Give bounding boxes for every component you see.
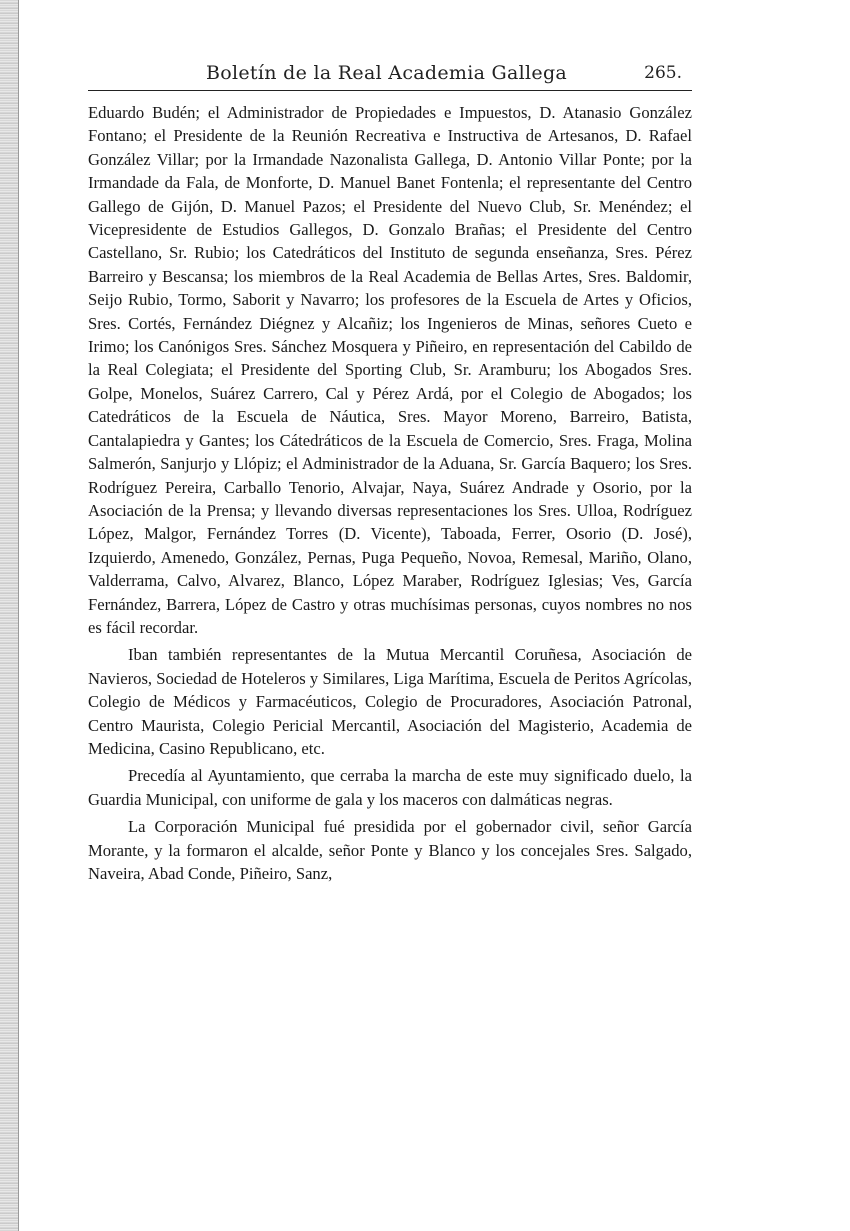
running-header [88,50,692,91]
paragraph-1: Eduardo Budén; el Administrador de Propiedades e Impuestos, D. Atanasio González Fontano; el Presidente de la Reunión Recreativa e Instructiva de Artesanos, D. Rafael González Villar; por la Irmandade Nazonalista Gallega, D. Antonio Villar Ponte; por la Irmandade da Fala, de Monforte, D. Manuel Banet Fontenla; el representante del Centro Gallego de Gijón, D. Manuel Pazos; el Presidente del Nuevo Club, Sr. Menéndez; el Vicepresidente de Estudios Gallegos, D. Gonzalo Brañas; el Presidente del Centro Castellano, Sr. Rubio; los Catedráticos del Instituto de segunda enseñanza, Sres. Pérez Barreiro y Bescansa; los miembros de la Real Academia de Bellas Artes, Sres. Baldomir, Seijo Rubio, Tormo, Saborit y Navarro; los profesores de la Escuela de Artes y Oficios, Sres. Cortés, Fernández Diégnez y Alcañiz; los Ingenieros de Minas, señores Cueto e Irimo; los Canónigos Sres. Sánchez Mosquera y Piñeiro, en representación del Cabildo de la Real Colegiata; el Presidente del Sporting Club, Sr. Aramburu; los Abogados Sres. Golpe, Monelos, Suárez Carrero, Cal y Pérez Ardá, por el Colegio de Abogados; los Catedráticos de la Escuela de Náutica, Sres. Mayor Moreno, Barreiro, Batista, Cantalapiedra y Gantes; los Cátedráticos de la Escuela de Comercio, Sres. Fraga, Molina Salmerón, Sanjurjo y Llópiz; el Administrador de la Aduana, Sr. García Baquero; los Sres. Rodríguez Pereira, Carballo Tenorio, Alvajar, Naya, Suárez Andrade y Osorio, por la Asociación de la Prensa; y llevando diversas representaciones los Sres. Ulloa, Rodríguez López, Malgor, Fernández Torres (D. Vicente), Taboada, Ferrer, Osorio (D. José), Izquierdo, Amenedo, González, Pernas, Puga Pequeño, Novoa, Remesal, Mariño, Olano, Valderrama, Calvo, Alvarez, Blanco, López Maraber, Rodríguez Iglesias; Ves, García Fernández, Barrera, López de Castro y otras muchísimas personas, cuyos nombres no nos es fácil recordar. [88,103,692,637]
running-title: Boletín de la Real Academia Gallega [206,62,568,84]
paragraph-4: La Corporación Municipal fué presidida por el gobernador civil, señor García Morante, y la formaron el alcalde, señor Ponte y Blanco y los concejales Sres. Salgado, Naveira, Abad Conde, Piñeiro, Sanz, [88,817,692,883]
paragraph-2: Iban también representantes de la Mutua Mercantil Coruñesa, Asociación de Navieros, Sociedad de Hoteleros y Similares, Liga Marítima, Escuela de Peritos Agrícolas, Colegio de Médicos y Farmacéuticos, Colegio de Procuradores, Asociación Patronal, Centro Maurista, Colegio Pericial Mercantil, Asociación del Magisterio, Academia de Medicina, Casino Republicano, etc. [88,645,692,758]
book-page [88,50,692,889]
body-text [88,101,692,885]
book-binding-edge [0,0,19,1231]
page-number: 265. [644,63,682,83]
paragraph-3: Precedía al Ayuntamiento, que cerraba la marcha de este muy significado duelo, la Guardia Municipal, con uniforme de gala y los maceros con dalmáticas negras. [88,766,692,809]
